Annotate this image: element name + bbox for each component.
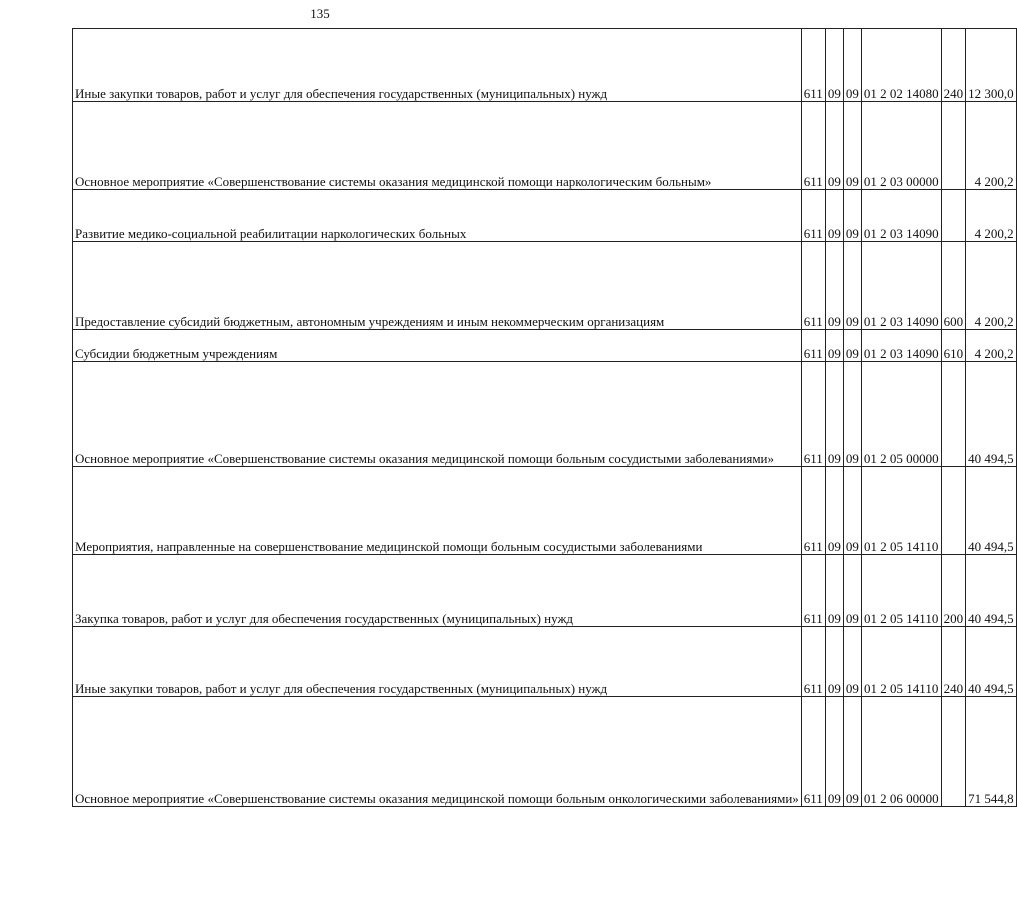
row-target-cell: 01 2 05 14110 (861, 467, 941, 555)
table-row (73, 330, 1017, 362)
budget-table (72, 28, 1017, 807)
row-subsection-cell: 09 (843, 330, 861, 362)
row-target-cell: 01 2 05 14110 (861, 555, 941, 627)
row-ministry-cell: 611 (801, 627, 825, 697)
row-target-cell: 01 2 03 00000 (861, 102, 941, 190)
row-target-cell: 01 2 02 14080 (861, 29, 941, 102)
row-expense-type-cell (941, 102, 966, 190)
table-row (73, 29, 1017, 102)
table-row (73, 555, 1017, 627)
row-ministry-cell: 611 (801, 102, 825, 190)
row-subsection-cell: 09 (843, 29, 861, 102)
row-target-cell: 01 2 03 14090 (861, 190, 941, 242)
row-ministry-cell: 611 (801, 29, 825, 102)
row-name-cell: Закупка товаров, работ и услуг для обеспечения государственных (муниципальных) нужд (73, 555, 802, 627)
row-subsection-cell: 09 (843, 627, 861, 697)
row-amount-cell: 12 300,0 (966, 29, 1017, 102)
row-name-cell: Развитие медико-социальной реабилитации наркологических больных (73, 190, 802, 242)
row-amount-cell: 4 200,2 (966, 102, 1017, 190)
row-expense-type-cell: 600 (941, 242, 966, 330)
row-section-cell: 09 (825, 29, 843, 102)
row-ministry-cell: 611 (801, 242, 825, 330)
row-section-cell: 09 (825, 467, 843, 555)
row-amount-cell: 40 494,5 (966, 362, 1017, 467)
row-target-cell: 01 2 05 14110 (861, 627, 941, 697)
row-amount-cell: 40 494,5 (966, 467, 1017, 555)
row-expense-type-cell (941, 362, 966, 467)
row-name-cell: Основное мероприятие «Совершенствование системы оказания медицинской помощи наркологическим больным» (73, 102, 802, 190)
row-section-cell: 09 (825, 697, 843, 807)
row-expense-type-cell: 610 (941, 330, 966, 362)
table-row (73, 190, 1017, 242)
row-section-cell: 09 (825, 330, 843, 362)
row-section-cell: 09 (825, 102, 843, 190)
row-subsection-cell: 09 (843, 242, 861, 330)
row-expense-type-cell (941, 697, 966, 807)
row-section-cell: 09 (825, 190, 843, 242)
row-expense-type-cell (941, 467, 966, 555)
row-subsection-cell: 09 (843, 362, 861, 467)
row-subsection-cell: 09 (843, 102, 861, 190)
row-name-cell: Иные закупки товаров, работ и услуг для обеспечения государственных (муниципальных) нужд (73, 29, 802, 102)
row-name-cell: Иные закупки товаров, работ и услуг для обеспечения государственных (муниципальных) нужд (73, 627, 802, 697)
row-target-cell: 01 2 06 00000 (861, 697, 941, 807)
row-subsection-cell: 09 (843, 190, 861, 242)
row-name-cell: Основное мероприятие «Совершенствование системы оказания медицинской помощи больным онкологическими заболеваниями» (73, 697, 802, 807)
row-name-cell: Предоставление субсидий бюджетным, автономным учреждениям и иным некоммерческим организациям (73, 242, 802, 330)
row-expense-type-cell: 200 (941, 555, 966, 627)
row-name-cell: Мероприятия, направленные на совершенствование медицинской помощи больным сосудистыми заболеваниями (73, 467, 802, 555)
row-amount-cell: 4 200,2 (966, 242, 1017, 330)
row-amount-cell: 4 200,2 (966, 190, 1017, 242)
row-ministry-cell: 611 (801, 555, 825, 627)
row-target-cell: 01 2 05 00000 (861, 362, 941, 467)
row-expense-type-cell: 240 (941, 29, 966, 102)
row-ministry-cell: 611 (801, 362, 825, 467)
row-section-cell: 09 (825, 242, 843, 330)
row-subsection-cell: 09 (843, 697, 861, 807)
row-amount-cell: 4 200,2 (966, 330, 1017, 362)
row-section-cell: 09 (825, 627, 843, 697)
row-target-cell: 01 2 03 14090 (861, 242, 941, 330)
row-name-cell: Субсидии бюджетным учреждениям (73, 330, 802, 362)
row-expense-type-cell (941, 190, 966, 242)
table-row (73, 627, 1017, 697)
table-row (73, 242, 1017, 330)
budget-table-body (73, 29, 1017, 807)
row-name-cell: Основное мероприятие «Совершенствование системы оказания медицинской помощи больным сосудистыми заболеваниями» (73, 362, 802, 467)
table-row (73, 697, 1017, 807)
row-ministry-cell: 611 (801, 467, 825, 555)
page-number: 135 (310, 6, 330, 21)
table-row (73, 102, 1017, 190)
row-section-cell: 09 (825, 555, 843, 627)
table-row (73, 362, 1017, 467)
table-row (73, 467, 1017, 555)
row-expense-type-cell: 240 (941, 627, 966, 697)
row-subsection-cell: 09 (843, 467, 861, 555)
row-amount-cell: 40 494,5 (966, 627, 1017, 697)
row-amount-cell: 71 544,8 (966, 697, 1017, 807)
row-amount-cell: 40 494,5 (966, 555, 1017, 627)
row-ministry-cell: 611 (801, 697, 825, 807)
row-target-cell: 01 2 03 14090 (861, 330, 941, 362)
row-ministry-cell: 611 (801, 330, 825, 362)
row-subsection-cell: 09 (843, 555, 861, 627)
row-section-cell: 09 (825, 362, 843, 467)
row-ministry-cell: 611 (801, 190, 825, 242)
